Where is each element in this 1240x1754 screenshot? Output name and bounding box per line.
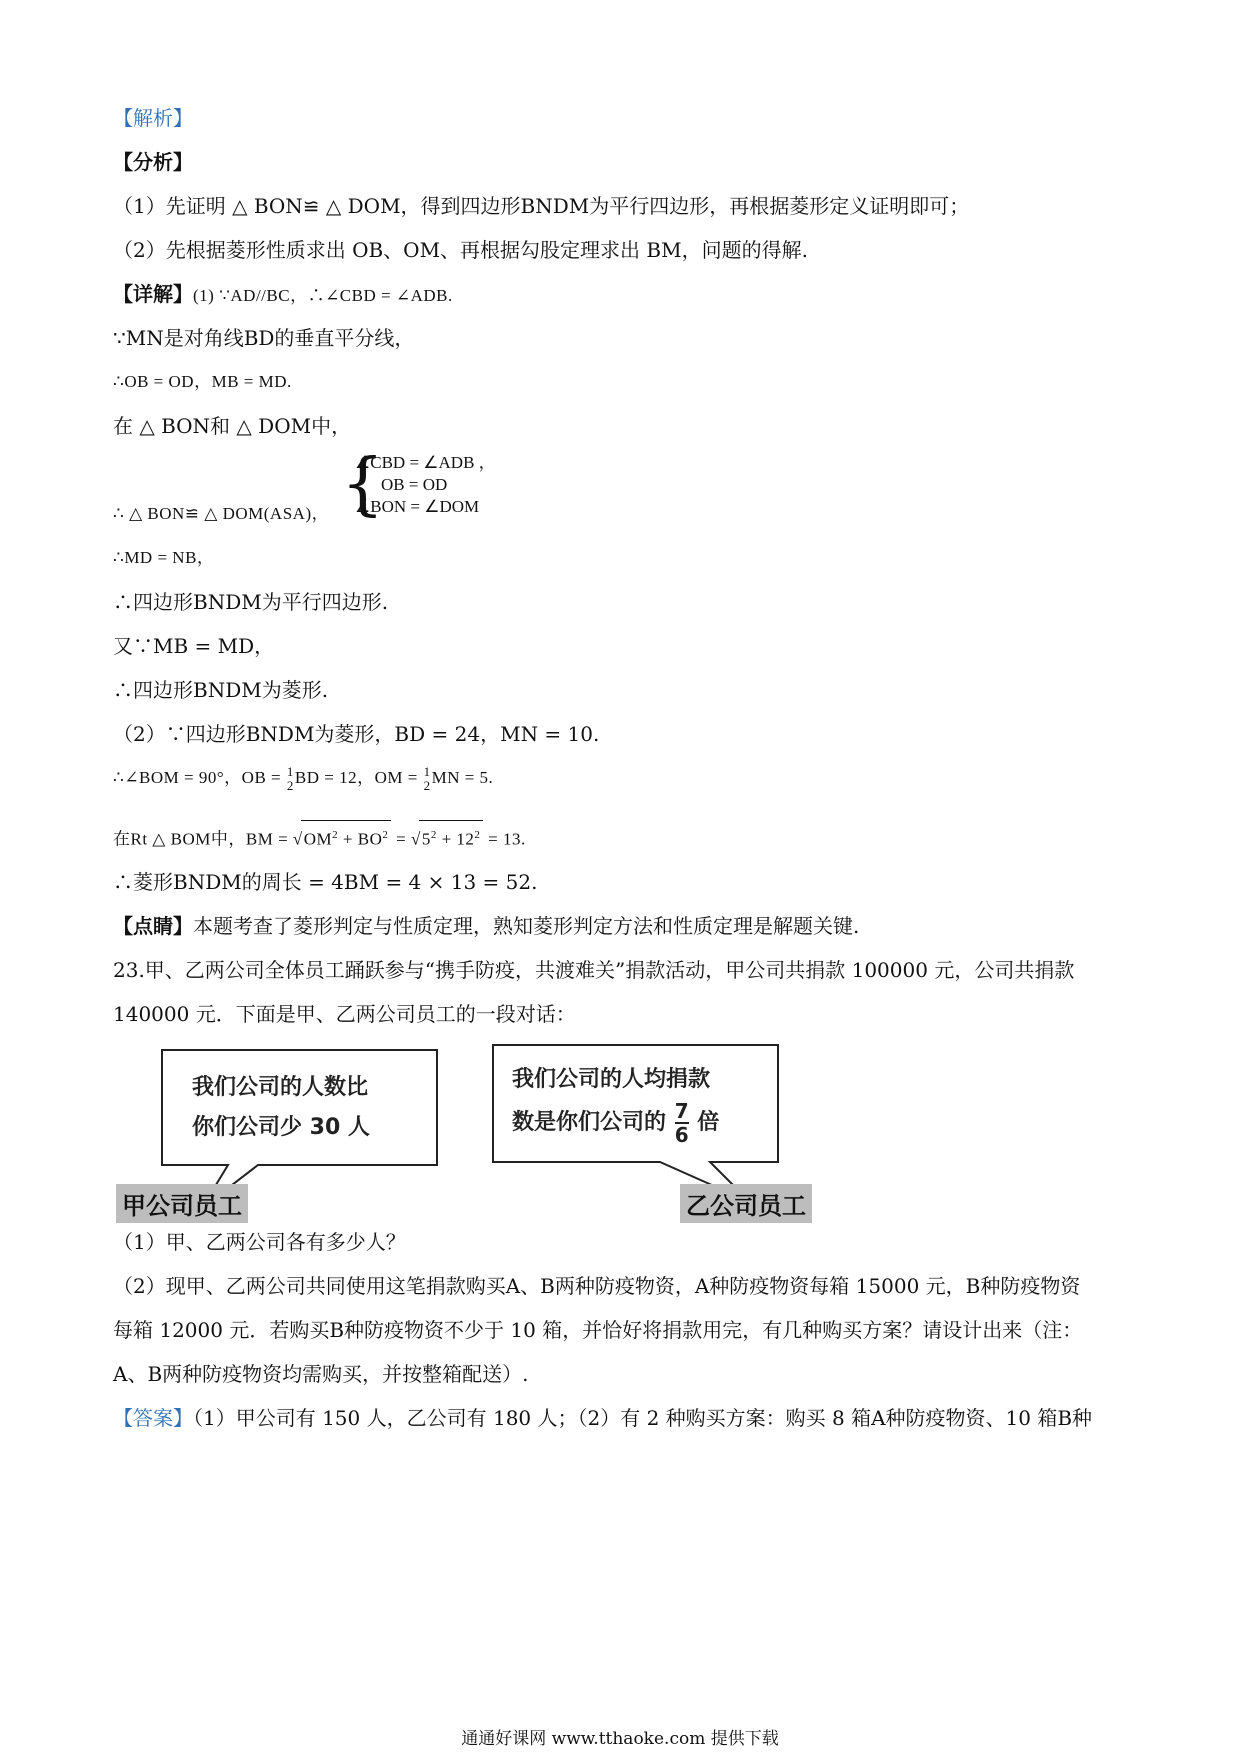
footer-source: 通通好课网 www.tthaoke.com 提供下载: [461, 1729, 779, 1749]
detail-line-5: ∴ △ BON≌ △ DOM(ASA)，: [113, 504, 330, 523]
detail-line-12: 在Rt △ BOM中，BM = $√OM^2 + BO^2 = √5^2 + 12^2 = 13$.: [113, 820, 526, 854]
bubble-right-line-2: [512, 1100, 719, 1146]
bubble-right-line-1: 我们公司的人均捐款: [512, 1067, 711, 1092]
bubble-left-line-1: 我们公司的人数比: [192, 1075, 369, 1100]
detail-line-9: ∴四边形BNDM为菱形.: [113, 678, 329, 702]
detail-12-part-g: = 13.: [483, 829, 526, 849]
fraction-den: 2: [286, 778, 294, 794]
detail-line-13: ∴菱形BNDM的周长 = 4BM = 4 × 13 = 52.: [113, 870, 538, 894]
system-row-3: ∠BON = ∠DOM: [355, 497, 480, 516]
fraction-num: 1: [423, 764, 431, 780]
question-q2-line-1: （2）现甲、乙两公司共同使用这笔捐款购买A、B两种防疫物资，A种防疫物资每箱 15000 元，B种防疫物资: [113, 1274, 1081, 1298]
detail-line-3: ∴OB = OD，MB = MD.: [113, 372, 292, 391]
detail-line-11: [113, 764, 493, 793]
answer-line: [113, 1404, 1092, 1432]
bubble-right-line-2-text: 数是你们公司的: [512, 1110, 667, 1135]
caption-left: 甲公司员工: [116, 1184, 248, 1223]
answer-label: 【答案】: [113, 1406, 193, 1430]
sqrt-2: [419, 820, 484, 854]
fraction-half-2: [424, 765, 431, 793]
sqrt-1-term-b: + BO: [338, 829, 383, 849]
question-line-2: 140000 元．下面是甲、乙两公司员工的一段对话：: [113, 1002, 576, 1026]
sqrt-2-term-a: 5: [421, 829, 431, 849]
answer-text: （1）甲公司有 150 人，乙公司有 180 人；（2）有 2 种购买方案：购买 8 箱A种防疫物资、10 箱B种: [193, 1406, 1093, 1430]
bubble-left-line-2: 你们公司少 30 人: [192, 1115, 370, 1140]
detail-line-4: 在 △ BON和 △ DOM中，: [113, 414, 352, 438]
question-q1: （1）甲、乙两公司各有多少人？: [113, 1230, 406, 1254]
caption-right: 乙公司员工: [680, 1184, 812, 1223]
question-q2-line-2: 每箱 12000 元．若购买B种防疫物资不少于 10 箱，并恰好将捐款用完，有几种购买方案？请设计出来（注：: [113, 1318, 1083, 1342]
comment-label: 【点睛】: [113, 914, 193, 938]
detail-line-8: 又∵MB = MD，: [113, 634, 275, 658]
question-line-1: 23.甲、乙两公司全体员工踊跃参与“携手防疫，共渡难关”捐款活动，甲公司共捐款 100000 元，公司共捐款: [113, 958, 1075, 982]
comment-line: [113, 912, 859, 940]
system-row-2: OB = OD: [381, 475, 448, 494]
detail-line-6: ∴MD = NB，: [113, 548, 215, 567]
sqrt-2-term-b: + 12: [436, 829, 475, 849]
detail-line-7: ∴四边形BNDM为平行四边形.: [113, 590, 389, 614]
brace-symbol: {: [341, 445, 385, 524]
detail-text-1: (1) ∵AD//BC，∴∠CBD = ∠ADB.: [193, 286, 453, 305]
detail-line-1: [113, 280, 453, 310]
detail-label: 【详解】: [113, 282, 193, 306]
comment-text: 本题考查了菱形判定与性质定理，熟知菱形判定方法和性质定理是解题关键.: [193, 914, 860, 938]
sqrt-1-term-a: OM: [303, 829, 333, 849]
detail-line-10: （2）∵四边形BNDM为菱形，BD = 24，MN = 10.: [113, 722, 600, 746]
section-label: 【解析】: [113, 106, 193, 130]
exponent: 2: [430, 829, 437, 841]
fraction-half-1: [287, 765, 294, 793]
fraction-num: 7: [674, 1099, 689, 1123]
detail-11-part-c: MN = 5.: [431, 768, 494, 787]
question-q2-line-3: A、B两种防疫物资均需购买，并按整箱配送）.: [113, 1362, 529, 1386]
exponent: 2: [382, 829, 389, 841]
fraction-den: 2: [423, 778, 431, 794]
detail-11-part-a: ∴∠BOM = 90°，OB =: [113, 768, 286, 787]
analysis-line-2: （2）先根据菱形性质求出 OB、OM、再根据勾股定理求出 BM，问题的得解.: [113, 238, 808, 262]
exponent: 2: [474, 829, 481, 841]
equation-system: [341, 445, 496, 524]
detail-12-part-a: 在Rt △ BOM中，BM =: [113, 829, 293, 849]
bubble-right-line-2-end: 倍: [697, 1110, 720, 1135]
fraction-den: 6: [674, 1123, 689, 1147]
analysis-label: 【分析】: [113, 150, 193, 174]
fraction-seven-sixths: [675, 1100, 689, 1146]
detail-line-2: ∵MN是对角线BD的垂直平分线，: [113, 326, 415, 350]
detail-12-part-d: =: [391, 829, 411, 849]
bubble-left-text: [192, 1068, 370, 1148]
fraction-num: 1: [286, 764, 294, 780]
system-row-1: ∠CBD = ∠ADB ，: [355, 453, 496, 472]
exponent: 2: [332, 829, 339, 841]
detail-11-part-b: BD = 12，OM =: [294, 768, 423, 787]
bubble-right-text: [512, 1060, 719, 1146]
analysis-line-1: （1）先证明 △ BON≌ △ DOM，得到四边形BNDM为平行四边形，再根据菱形定义证明即可；: [113, 194, 970, 218]
sqrt-1: [301, 820, 392, 854]
